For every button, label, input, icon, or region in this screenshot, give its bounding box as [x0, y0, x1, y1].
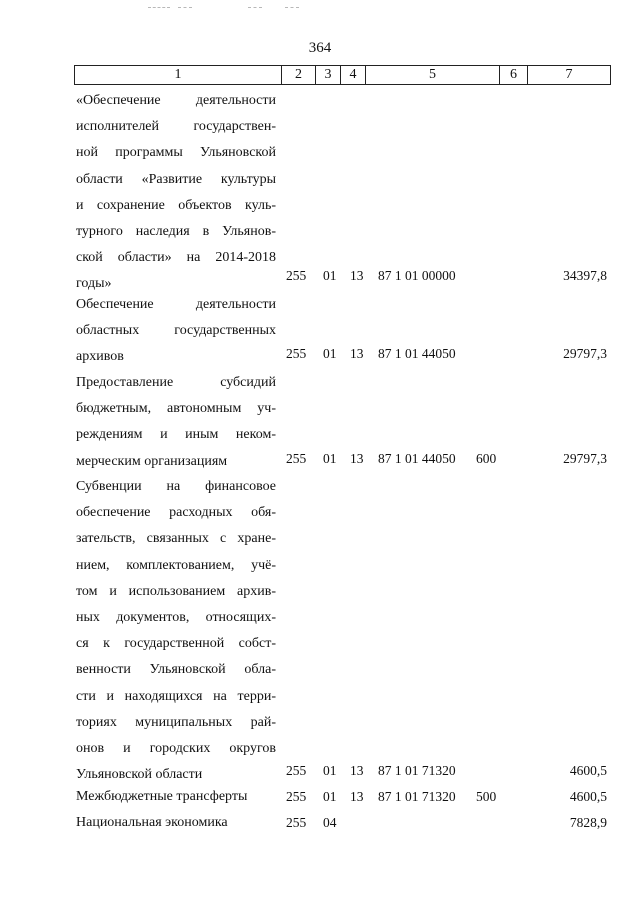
- row-section: 01: [323, 789, 337, 804]
- row-target: 87 1 01 44050: [378, 346, 456, 361]
- row-target: 87 1 01 00000: [378, 268, 456, 283]
- row-section: 01: [323, 451, 337, 466]
- row-target: 87 1 01 71320: [378, 789, 456, 804]
- header-cell-target: 5: [366, 66, 500, 84]
- row-section: 01: [323, 763, 337, 778]
- row-target: 87 1 01 71320: [378, 763, 456, 778]
- row-amount: 34397,8: [563, 268, 607, 283]
- row-description: Субвенции на финансовое обеспечение расходных обя- зательств, связанных с хране- нием, комплектованием, учё- том и использованием архив- ных документов, относящих- ся к государственной собст- венности Ульяновской обла- сти и находящихся на терри- ториях муниципальных рай- онов и городских округов Ульяновской области: [76, 479, 276, 783]
- row-amount: 7828,9: [569, 815, 607, 830]
- row-description: «Обеспечение деятельности исполнителей государствен- ной программы Ульяновской области «Развитие культуры и сохранение объектов куль- турного наследия в Ульянов- ской области» на 2014-2018 годы»: [76, 93, 276, 292]
- row-subsection: 13: [350, 763, 364, 778]
- scan-artifact: [148, 7, 170, 8]
- row-admin: 255: [286, 268, 307, 283]
- header-cell-subsection: 4: [341, 66, 366, 84]
- row-admin: 255: [286, 346, 307, 361]
- header-cell-amount: 7: [565, 67, 573, 82]
- row-subsection: 13: [350, 346, 364, 361]
- scan-artifact: [248, 7, 262, 8]
- row-admin: 255: [286, 789, 307, 804]
- row-amount: 29797,3: [563, 451, 607, 466]
- row-description: Национальная экономика: [76, 815, 228, 830]
- header-cell-admin: 2: [282, 66, 316, 84]
- scan-artifact: [178, 7, 192, 8]
- row-admin: 255: [286, 451, 307, 466]
- row-amount: 4600,5: [569, 789, 607, 804]
- row-section: 01: [323, 346, 337, 361]
- row-section: 04: [323, 815, 337, 830]
- row-subsection: 13: [350, 789, 364, 804]
- row-description: Предоставление субсидий бюджетным, автономным уч- реждениям и иным неком- мерческим организациям: [76, 375, 276, 469]
- row-subsection: 13: [350, 268, 364, 283]
- row-admin: 255: [286, 815, 307, 830]
- row-amount: 29797,3: [563, 346, 607, 361]
- row-section: 01: [323, 268, 337, 283]
- row-amount: 4600,5: [569, 763, 607, 778]
- page-number: 364: [308, 40, 332, 56]
- row-subsection: 13: [350, 451, 364, 466]
- table-header: [74, 65, 611, 85]
- header-cell-section: 3: [316, 66, 341, 84]
- row-description: Межбюджетные трансферты: [76, 789, 248, 804]
- header-cell-vr: 6: [500, 66, 528, 84]
- row-vr: 500: [476, 789, 497, 804]
- row-description: Обеспечение деятельности областных государственных архивов: [76, 297, 276, 365]
- row-vr: 600: [476, 451, 497, 466]
- row-target: 87 1 01 44050: [378, 451, 456, 466]
- header-cell-description: 1: [75, 66, 282, 84]
- scan-artifact: [285, 7, 299, 8]
- row-admin: 255: [286, 763, 307, 778]
